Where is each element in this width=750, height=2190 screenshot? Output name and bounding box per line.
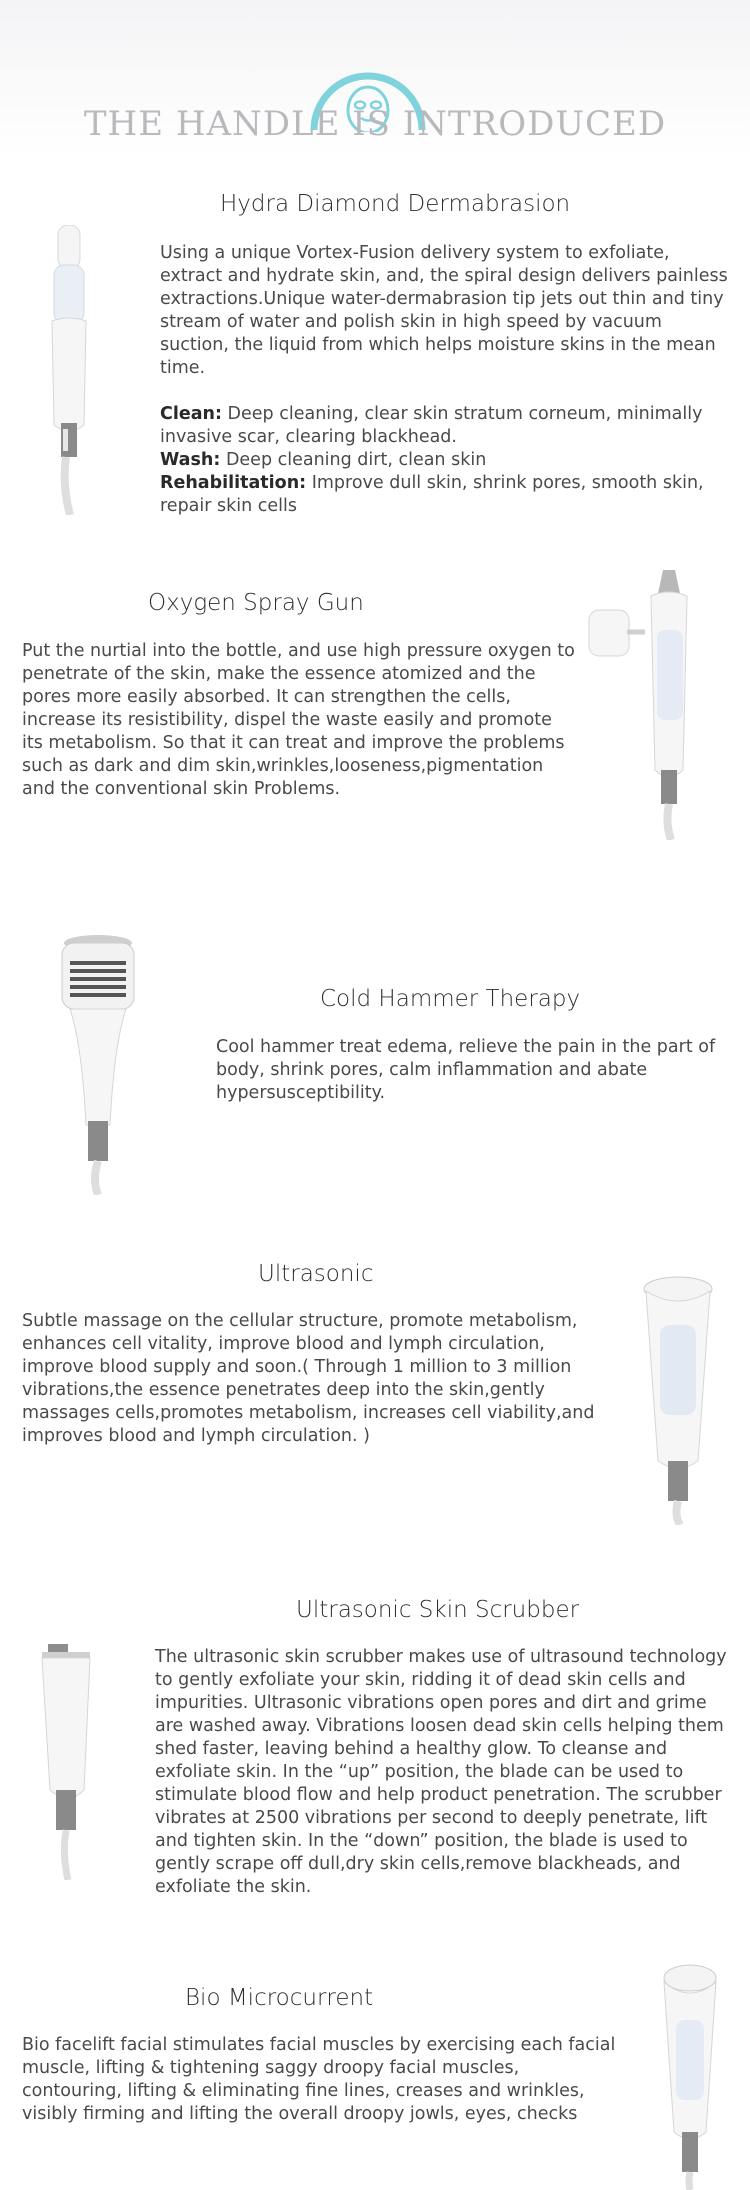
section-text-cold-hammer [216, 1036, 736, 1105]
section-text-skin-scrubber [155, 1646, 736, 1899]
hydra-handle-image [44, 225, 94, 515]
cold-hammer-image [58, 935, 138, 1195]
cold-hammer-description: Cool hammer treat edema, relieve the pain in the part of body, shrink pores, calm inflammation and abate hypersusceptibility. [216, 1037, 716, 1103]
section-title-oxygen-spray-gun: Oxygen Spray Gun [148, 590, 364, 616]
section-title-cold-hammer: Cold Hammer Therapy [320, 986, 581, 1012]
section-text-ultrasonic [22, 1310, 620, 1448]
page-title: THE HANDLE IS INTRODUCED [83, 104, 667, 144]
oxygen-description: Put the nurtial into the bottle, and use high pressure oxygen to penetrate of the skin, make the essence atomized and the pores more easily absorbed. It can strengthen the cells, increase its resistibility, dispel the waste easily and promote its metabolism. So that it can treat and improve the problems such as dark and dim skin,wrinkles,looseness,pigmentation and the conventional skin Problems. [22, 641, 575, 799]
bio-microcurrent-image [660, 1964, 720, 2190]
skin-scrubber-image [38, 1640, 98, 1880]
skin-scrubber-description: The ultrasonic skin scrubber makes use of ultrasound technology to gently exfoliate your skin, ridding it of dead skin cells and impurities. Ultrasonic vibrations open pores and dirt and grime are washed away. Vibrations loosen dead skin cells helping them shed faster, leaving behind a healthy glow. To cleanse and exfoliate skin. In the “up” position, the blade can be used to stimulate blood flow and help product penetration. The scrubber vibrates at 2500 vibrations per second to deeply penetrate, lift and tighten skin. In the “down” position, the blade is used to gently scrape off dull,dry skin cells,remove blackheads, and exfoliate the skin. [155, 1647, 727, 1897]
spacer [160, 380, 736, 403]
ultrasonic-description: Subtle massage on the cellular structure, promote metabolism, enhances cell vitality, improve blood and lymph circulation, improve blood supply and soon.( Through 1 million to 3 million vibrations,the essence penetrates deep into the skin,gently massages cells,promotes metabolism, increases cell viability,and improves blood and lymph circulation. ) [22, 1311, 595, 1446]
oxygen-spray-gun-image [585, 570, 695, 840]
section-title-bio-microcurrent: Bio Microcurrent [185, 1985, 374, 2011]
hydra-term-rehabilitation: Rehabilitation: Improve dull skin, shrink pores, smooth skin, repair skin cells [160, 473, 704, 516]
section-title-ultrasonic: Ultrasonic [258, 1261, 374, 1287]
bio-microcurrent-description: Bio facelift facial stimulates facial muscles by exercising each facial muscle, lifting & tightening saggy droopy facial muscles, contouring, lifting & eliminating fine lines, creases and wrinkles, visibly firming and lifting the overall droopy jowls, eyes, checks [22, 2035, 616, 2124]
hydra-description: Using a unique Vortex-Fusion delivery system to exfoliate, extract and hydrate skin, and, the spiral design delivers painless extractions.Unique water-dermabrasion tip jets out thin and tiny stream of water and polish skin in high speed by vacuum suction, the liquid from which helps moisture skins in the mean time. [160, 243, 728, 378]
section-text-oxygen-spray-gun [22, 640, 577, 801]
section-text-hydra-dermabrasion [160, 242, 736, 518]
section-title-skin-scrubber: Ultrasonic Skin Scrubber [296, 1597, 580, 1623]
hydra-term-wash: Wash: Deep cleaning dirt, clean skin [160, 450, 487, 470]
section-title-hydra-dermabrasion: Hydra Diamond Dermabrasion [220, 191, 571, 217]
hydra-term-clean: Clean: Deep cleaning, clear skin stratum corneum, minimally invasive scar, clearing blackhead. [160, 404, 703, 447]
section-text-bio-microcurrent [22, 2034, 622, 2130]
ultrasonic-handle-image [638, 1275, 718, 1525]
